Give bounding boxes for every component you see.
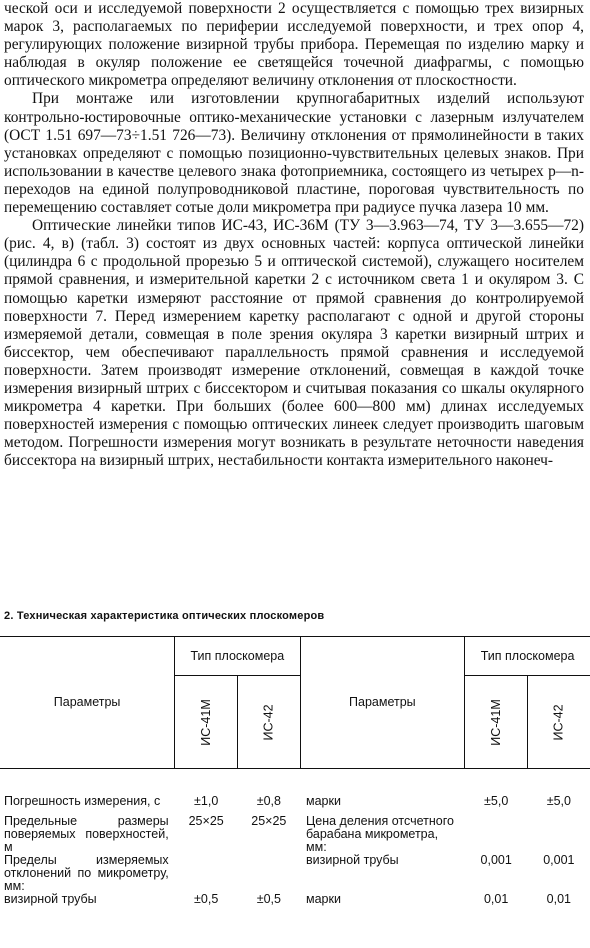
header-model-2-left: ИС-42 <box>238 676 300 769</box>
row-value <box>175 854 238 893</box>
row-value: 0,001 <box>543 853 575 867</box>
header-type-left: Тип плоскомера <box>175 637 300 676</box>
row-value: ±0,5 <box>256 892 281 906</box>
table-row <box>0 815 590 854</box>
header-params-right: Параметры <box>300 637 465 769</box>
header-model-2-right: ИС-42 <box>528 676 590 769</box>
table-header-row <box>0 637 590 676</box>
header-model-1-right: ИС-41М <box>465 676 528 769</box>
header-model-1-left: ИС-41М <box>175 676 238 769</box>
row-value: ±0,8 <box>256 794 281 808</box>
row-value <box>238 854 300 893</box>
row-value: ±5,0 <box>484 794 509 808</box>
row-label: Предельные размеры поверяемых поверхностей, м <box>4 814 169 854</box>
row-value: 25×25 <box>251 814 287 828</box>
row-value: ±0,5 <box>194 892 219 906</box>
paragraph-3: Оптические линейки типов ИС-43, ИС-36М (ТУ 3—3.963—74, ТУ 3—3.655—72) (рис. 4, в) (табл. 3) состоят из двух основных частей: корпуса оптической линейки (цилиндра 6 с продольной прорезью 5 и оптической системой), служащего носителем прямой сравнения, и измерительной каретки 2 с источником света 1 и окуляром 3. С помощью каретки измеряют расстояние от прямой сравнения до контролируемой поверхности 7. Перед измерением каретку располагают с одной и другой стороны измеряемой детали, совмещая в поле зрения окуляра 3 каретки визирный штрих и биссектор, чем обеспечивают параллельность прямой сравнения и исследуемой поверхности. Затем производят измерение отклонений, совмещая в каждой точке измерения визирный штрих с биссектором и считывая показания со шкалы окулярного микрометра 4 каретки. При больших (более 600—800 мм) длинах исследуемых поверхностей измерения с помощью оптических линеек следует производить шаговым методом. Погрешности измерения могут возникать в результате неточности наведения биссектора на визирный штрих, нестабильности контакта измерительного наконеч- <box>4 217 584 470</box>
row-value: 0,01 <box>546 892 571 906</box>
table-row <box>0 769 590 816</box>
row-label: марки <box>306 794 341 808</box>
body-text <box>4 0 584 470</box>
table-row <box>0 854 590 893</box>
row-value <box>528 815 590 854</box>
row-value: ±5,0 <box>546 794 571 808</box>
row-value: 0,001 <box>480 853 512 867</box>
table-row <box>0 893 590 913</box>
header-params-left: Параметры <box>0 637 175 769</box>
paragraph-2: При монтаже или изготовлении крупногабаритных изделий используют контрольно-юстировочные оптико-механические установки с лазерным излучателем (ОСТ 1.51 697—73÷1.51 726—73). Величину отклонения от прямолинейности в таких установках определяют с помощью позиционно-чувствительных целевых знаков. При использовании в качестве целевого знака фотоприемника, состоящего из четырех p—n-переходов на единой полупроводниковой пластине, пороговая чувствительность по перемещению составляет сотые доли микрометра при радиусе пучка лазера 10 мм. <box>4 90 584 217</box>
row-label: марки <box>306 892 341 906</box>
specs-table <box>0 636 590 913</box>
header-type-right: Тип плоскомера <box>465 637 590 676</box>
row-label: визирной трубы <box>4 892 97 906</box>
row-label: визирной трубы <box>306 853 399 867</box>
row-value <box>465 815 528 854</box>
row-label: Погрешность измерения, с <box>4 794 161 808</box>
row-value: 0,01 <box>483 892 509 906</box>
row-value: ±1,0 <box>194 794 219 808</box>
row-label: Пределы измеряемых отклонений по микрометру, мм: <box>4 853 169 893</box>
table-caption: 2. Техническая характеристика оптических плоскомеров <box>4 610 325 622</box>
row-label: Цена деления отсчетного барабана микрометра, мм: <box>306 814 454 854</box>
paragraph-1: ческой оси и исследуемой поверхности 2 осуществляется с помощью трех визирных марок 3, располагаемых по периферии исследуемой поверхности, и трех опор 4, регулирующих положение визирной трубы прибора. Перемещая по изделию марку и наблюдая в окуляр положение ее светящейся точечной диафрагмы, с помощью оптического микрометра определяют величину отклонения от плоскостности. <box>4 0 584 90</box>
row-value: 25×25 <box>188 814 224 828</box>
